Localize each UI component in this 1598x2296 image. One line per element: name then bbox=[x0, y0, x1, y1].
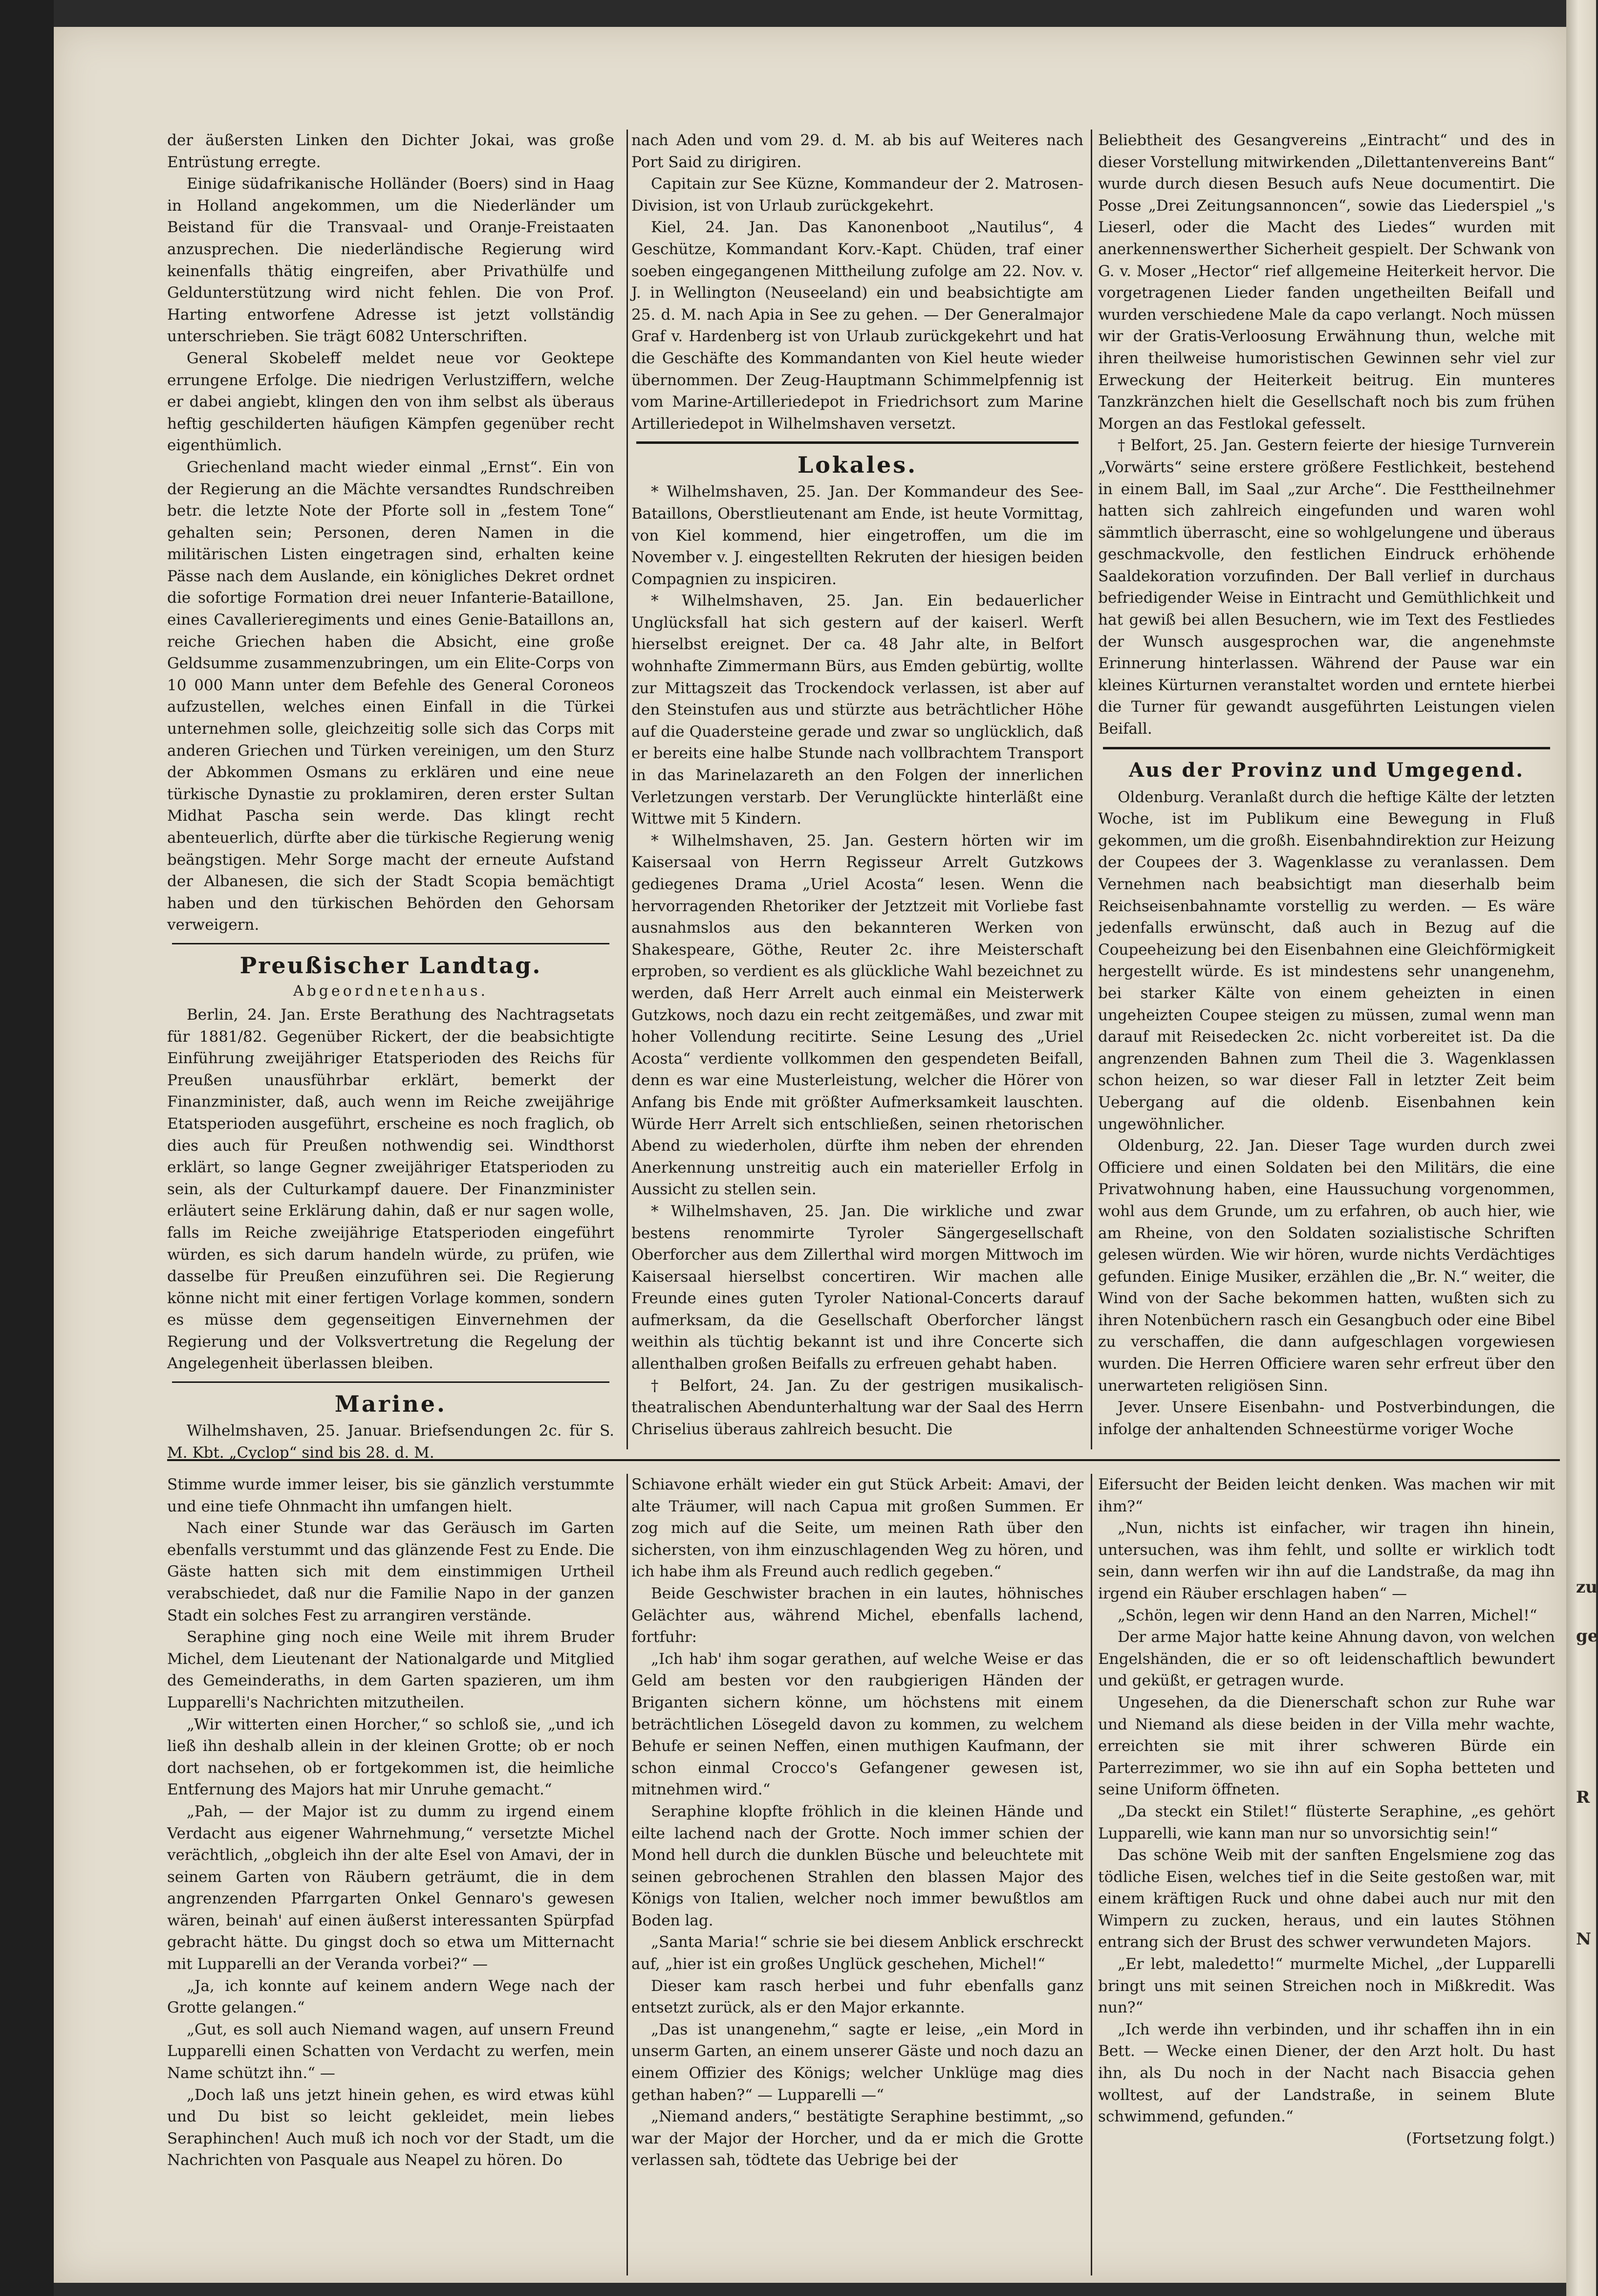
continuation-note: (Fortsetzung folgt.) bbox=[1406, 2129, 1555, 2147]
paragraph: * Wilhelmshaven, 25. Jan. Ein bedauerlicher Unglücksfall hat sich gestern auf der kaiserl. Werft hierselbst ereignet. Der ca. 48 Jahr alte, in Belfort wohnhafte Zimmermann Bürs, aus Emden gebürtig, wollte zur Mittagszeit das Trockendock verlassen, ist aber auf den Steinstufen aus und stürzte aus beträchtlicher Höhe auf die Quadersteine gerade und zwar so unglücklich, daß er bereits eine halbe Stunde nach vollbrachtem Transport in das Marinelazareth an den Folgen der innerlichen Verletzungen verstarb. Der Verunglückte hinterläßt eine Wittwe mit 5 Kindern. bbox=[631, 592, 1083, 828]
paragraph: Seraphine ging noch eine Weile mit ihrem Bruder Michel, dem Lieutenant der Nationalgarde und Mitglied des Gemeinderaths, in dem Garten spazieren, um ihm Lupparelli's Nachrichten mitzutheilen. bbox=[167, 1628, 614, 1711]
paragraph: der äußersten Linken den Dichter Jokai, was große Entrüstung erregte. bbox=[167, 131, 614, 171]
scan-right-fold bbox=[1566, 0, 1596, 2296]
column-rule-2 bbox=[1091, 130, 1092, 1449]
section-title-provinz: Aus der Provinz und Umgegend. bbox=[1128, 758, 1525, 782]
paragraph: „Wir witterten einen Horcher,“ so schloß sie, „und ich ließ ihn deshalb allein in der kleinen Grotte; ob er noch dort nachsehen, ob er fortgekommen ist, die heimliche Entfernung des Majors hat mir Unruhe gemacht.“ bbox=[167, 1715, 614, 1799]
paragraph: Berlin, 24. Jan. Erste Berathung des Nachtragsetats für 1881/82. Gegenüber Rickert, der die beabsichtigte Einführung zweijähriger Etatsperioden des Reichs für Preußen unausführbar erklärt, bemerkt der Finanzminister, daß, auch wenn im Reiche zweijährige Etatsperioden ausgeführt, erscheine es noch fraglich, ob dies auch für Preußen nothwendig sei. Windthorst erklärt, so lange Gegner zweijähriger Etatsperioden zu sein, als der Culturkampf dauere. Der Finanzminister erläutert seine Erklärung dahin, daß er nur sagen wolle, falls im Reiche zweijährige Etatsperioden eingeführt würden, es sich darum handeln würde, zu prüfen, wie dasselbe für Preußen einzuführen sei. Die Regierung könne nicht mit einer fertigen Vorlage kommen, sondern es müsse dem gegenseitigen Einvernehmen der Regierung und der Volksvertretung die Regelung der Angelegenheit überlassen bleiben. bbox=[167, 1006, 614, 1373]
paragraph: „Niemand anders,“ bestätigte Seraphine bestimmt, „so war der Major der Horcher, und da er mich die Grotte verlassen sah, tödtete das Uebrige bei der bbox=[631, 2108, 1083, 2169]
paragraph: General Skobeleff meldet neue vor Geoktepe errungene Erfolge. Die niedrigen Verlustziffern, welche er dabei angiebt, klingen den von ihm selbst als überaus heftig geschilderten häufigen Kämpfen gegenüber recht eigenthümlich. bbox=[167, 349, 614, 455]
paragraph: Seraphine klopfte fröhlich in die kleinen Hände und eilte lachend nach der Grotte. Noch immer schien der Mond hell durch die dunklen Büsche und beleuchtete mit seinen gebrochenen Strahlen den blassen Major des Königs von Italien, welcher noch immer bewußtlos am Boden lag. bbox=[631, 1802, 1083, 1929]
paragraph: Nach einer Stunde war das Geräusch im Garten ebenfalls verstummt und das glänzende Fest zu Ende. Die Gäste hatten sich mit dem einstimmigen Urtheil verabschiedet, daß nur die Familie Napo in der ganzen Stadt ein solches Fest zu arrangiren verstände. bbox=[167, 1519, 614, 1624]
feuilleton-column-1 bbox=[167, 1474, 614, 2275]
section-title-lokales: Lokales. bbox=[797, 452, 918, 479]
section-rule bbox=[636, 441, 1079, 444]
paragraph: „Ich werde ihn verbinden, und ihr schaffen ihn in ein Bett. — Wecke einen Diener, der den Arzt holt. Du hast ihn, als Du noch in der Nacht nach Bisaccia gehen wolltest, auf der Landstraße, in seinem Blute schwimmend, gefunden.“ bbox=[1098, 2020, 1555, 2126]
paragraph: Schiavone erhält wieder ein gut Stück Arbeit: Amavi, der alte Träumer, will nach Capua mit großen Summen. Er zog mich auf die Seite, um meinen Rath über den sichersten, von ihm einzuschlagenden Weg zu hören, und ich habe ihm als Freund auch redlich gegeben.“ bbox=[631, 1476, 1083, 1581]
paragraph: „Das ist unangenehm,“ sagte er leise, „ein Mord in unserm Garten, an einem unserer Gäste und noch dazu an einem Offizier des Königs; welcher Unklüge mag dies gethan haben?“ — Lupparelli —“ bbox=[631, 2020, 1083, 2104]
facing-page-fragment: ge bbox=[1576, 1626, 1598, 1646]
paragraph: Kiel, 24. Jan. Das Kanonenboot „Nautilus“, 4 Geschütze, Kommandant Korv.-Kapt. Chüden, traf einer soeben eingegangenen Mittheilung zufolge am 22. Nov. v. J. in Wellington (Neuseeland) ein und beabsichtigte am 25. d. M. nach Apia in See zu gehen. — Der Generalmajor Graf v. Hardenberg ist von Urlaub zurückgekehrt und hat die Geschäfte des Kommandanten von Kiel heute wieder übernommen. Der Zeug-Hauptmann Schimmelpfennig ist vom Marine-Artilleriedepot in Friedrichsort zum Marine Artilleriedepot in Wilhelmshaven versetzt. bbox=[631, 219, 1083, 433]
paragraph: „Santa Maria!“ schrie sie bei diesem Anblick erschreckt auf, „hier ist ein großes Unglück geschehen, Michel!“ bbox=[631, 1933, 1083, 1973]
paragraph: „Schön, legen wir denn Hand an den Narren, Michel!“ bbox=[1118, 1606, 1537, 1624]
section-rule bbox=[172, 1381, 609, 1383]
paragraph: Eifersucht der Beiden leicht denken. Was machen wir mit ihm?“ bbox=[1098, 1476, 1555, 1515]
column-rule-4 bbox=[1091, 1474, 1092, 2275]
paragraph: * Wilhelmshaven, 25. Jan. Die wirkliche und zwar bestens renommirte Tyroler Sängergesellschaft Oberforcher aus dem Zillerthal wird morgen Mittwoch im Kaisersaal hierselbst concertiren. Wir machen alle Freunde eines guten Tyroler National-Concerts darauf aufmerksam, da die Gesellschaft Oberforcher längst weithin als tüchtig bekannt ist und ihre Concerte sich allenthalben großen Beifalls zu erfreuen gehabt haben. bbox=[631, 1202, 1083, 1373]
paragraph: Einige südafrikanische Holländer (Boers) sind in Haag in Holland angekommen, um die Niederländer um Beistand für die Transvaal- und Oranje-Freistaaten anzusprechen. Die niederländische Regierung wird keinenfalls thätig eingreifen, aber Privathülfe und Geldunterstützung wird nicht fehlen. Die von Prof. Harting entworfene Adresse ist jetzt vollständig unterschrieben. Sie trägt 6082 Unterschriften. bbox=[167, 175, 614, 346]
newspaper-page bbox=[54, 27, 1566, 2283]
paragraph: Beide Geschwister brachen in ein lautes, höhnisches Gelächter aus, während Michel, ebenfalls lachend, fortfuhr: bbox=[631, 1584, 1083, 1646]
feuilleton-column-2 bbox=[631, 1474, 1083, 2275]
facing-page-fragment: R bbox=[1576, 1788, 1590, 1807]
paragraph: „Ja, ich konnte auf keinem andern Wege nach der Grotte gelangen.“ bbox=[167, 1977, 614, 2017]
paragraph: * Wilhelmshaven, 25. Jan. Der Kommandeur des See-Bataillons, Oberstlieutenant am Ende, ist heute Vormittag, von Kiel kommend, hier eingetroffen, um die im November v. J. eingestellten Rekruten der hiesigen beiden Compagnien zu inspiciren. bbox=[631, 483, 1083, 588]
paragraph: Oldenburg, 22. Jan. Dieser Tage wurden durch zwei Officiere und einen Soldaten bei den Militärs, die eine Privatwohnung haben, eine Haussuchung vorgenommen, wohl aus dem Grunde, um zu erfahren, ob auch hier, wie am Rheine, von den Soldaten sozialistische Schriften gelesen würden. Wie wir hören, wurde nichts Verdächtiges gefunden. Einige Musiker, erzählen die „Br. N.“ weiter, die Wind von der Sache bekommen hatten, wußten sich zu ihren Notenbüchern rasch ein Gesangbuch oder eine Bibel zu verschaffen, die dann aufgeschlagen vorgewiesen wurden. Die Herren Officiere waren sehr erfreut über den unerwarteten religiösen Sinn. bbox=[1098, 1137, 1555, 1395]
paragraph: Capitain zur See Küzne, Kommandeur der 2. Matrosen-Division, ist von Urlaub zurückgekehrt. bbox=[631, 175, 1083, 215]
paragraph: Wilhelmshaven, 25. Januar. Briefsendungen 2c. für S. M. Kbt. „Cyclop“ sind bis 28. d. M. bbox=[167, 1422, 614, 1462]
paragraph: Jever. Unsere Eisenbahn- und Postverbindungen, die infolge der anhaltenden Schneestürme voriger Woche bbox=[1098, 1399, 1555, 1438]
paragraph: „Doch laß uns jetzt hinein gehen, es wird etwas kühl und Du bist so leicht gekleidet, mein liebes Seraphinchen! Auch muß ich noch vor der Stadt, um die Nachrichten von Pasquale aus Neapel zu hören. Do bbox=[167, 2086, 614, 2169]
facing-page-fragment: zu bbox=[1576, 1577, 1598, 1597]
paragraph: nach Aden und vom 29. d. M. ab bis auf Weiteres nach Port Said zu dirigiren. bbox=[631, 131, 1083, 171]
paragraph: „Nun, nichts ist einfacher, wir tragen ihn hinein, untersuchen, was ihm fehlt, und sollte er wirklich todt sein, dann werfen wir ihn auf die Landstraße, da mag ihn irgend ein Räuber erschlagen haben“ — bbox=[1098, 1519, 1555, 1602]
section-title-marine: Marine. bbox=[334, 1391, 447, 1418]
feuilleton-column-3 bbox=[1098, 1474, 1555, 2275]
top-column-3 bbox=[1098, 130, 1555, 1449]
section-rule bbox=[172, 943, 609, 944]
section-rule bbox=[1103, 747, 1550, 749]
paragraph: Beliebtheit des Gesangvereins „Eintracht“ und des in dieser Vorstellung mitwirkenden „Dilettantenvereins Bant“ wurde durch diesen Besuch aufs Neue documentirt. Die Posse „Drei Zeitungsannoncen“, sowie das Liederspiel „'s Lieserl, oder die Macht des Liedes“ wurden mit anerkennenswerther Sicherheit gespielt. Der Schwank von G. v. Moser „Hector“ rief allgemeine Heiterkeit hervor. Die vorgetragenen Lieder fanden ungetheilten Beifall und wurden verschiedene Male da capo verlangt. Noch müssen wir der Gratis-Verloosung Erwähnung thun, welche mit ihren theilweise humoristischen Gewinnen sehr viel zur Erweckung der Heiterkeit beitrug. Ein munteres Tanzkränzchen hielt die Gesellschaft noch bis zum frühen Morgen an das Festlokal gefesselt. bbox=[1098, 131, 1555, 433]
section-title-landtag: Preußischer Landtag. bbox=[239, 952, 542, 979]
paragraph: „Da steckt ein Stilet!“ flüsterte Seraphine, „es gehört Lupparelli, wie kann man nur so unvorsichtig sein!“ bbox=[1098, 1802, 1555, 1842]
paragraph: * Wilhelmshaven, 25. Jan. Gestern hörten wir im Kaisersaal von Herrn Regisseur Arrelt Gutzkows gediegenes Drama „Uriel Acosta“ lesen. Wenn die hervorragenden Rhetoriker der Jetztzeit mit Vorliebe fast ausnahmslos aus den bekannteren Werken von Shakespeare, Göthe, Reuter 2c. ihre Meisterschaft erproben, so verdient es als glückliche Wahl bezeichnet zu werden, daß Herr Arrelt auch einmal ein Meisterwerk Gutzkows, noch dazu ein recht zeitgemäßes, und zwar mit hoher Vollendung recitirte. Seine Lesung des „Uriel Acosta“ verdiente vollkommen den gespendeten Beifall, denn es war eine Musterleistung, welcher die Hörer von Anfang bis Ende mit größter Aufmerksamkeit lauschten. Würde Herr Arrelt sich entschließen, seinen rhetorischen Abend zu wiederholen, dürfte ihm neben der ehrenden Anerkennung unstreitig auch ein materieller Erfolg in Aussicht zu stellen sein. bbox=[631, 831, 1083, 1199]
top-column-1 bbox=[167, 130, 614, 1462]
paragraph: „Gut, es soll auch Niemand wagen, auf unsern Freund Lupparelli einen Schatten von Verdacht zu werfen, mein Name schützt ihn.“ — bbox=[167, 2020, 614, 2082]
section-subtitle: Abgeordnetenhaus. bbox=[293, 982, 489, 1000]
paragraph: Stimme wurde immer leiser, bis sie gänzlich verstummte und eine tiefe Ohnmacht ihn umfangen hielt. bbox=[167, 1476, 614, 1515]
paragraph: † Belfort, 25. Jan. Gestern feierte der hiesige Turnverein „Vorwärts“ seine erstere größere Festlichkeit, bestehend in einem Ball, im Saal „zur Arche“. Die Festtheilnehmer hatten sich zahlreich eingefunden und waren wohl sämmtlich überrascht, eine so wohlgelungene und überaus geschmackvolle, den festlichen Eindruck erhöhende Saaldekoration vorzufinden. Der Ball verlief in durchaus befriedigender Weise in Eintracht und Gemüthlichkeit und hat gewiß bei allen Besuchern, wie im Text des Festliedes der Wunsch ausgesprochen war, die angenehmste Erinnerung hinterlassen. Während der Pause war ein kleines Kürturnen veranstaltet worden und erntete hierbei die Turner für gewandt ausgeführten Leistungen vielen Beifall. bbox=[1098, 437, 1555, 738]
paragraph: Oldenburg. Veranlaßt durch die heftige Kälte der letzten Woche, ist im Publikum eine Bewegung in Fluß gekommen, um die großh. Eisenbahndirektion zur Heizung der Coupees der 3. Wagenklasse zu veranlassen. Dem Vernehmen nach beabsichtigt man dieserhalb beim Reichseisenbahnamte vorstellig zu werden. — Es wäre jedenfalls erwünscht, daß auch in Bezug auf die Coupeeheizung bei den Eisenbahnen eine Gleichförmigkeit hergestellt würde. Es ist mindestens sehr unangenehm, bei starker Kälte von einem geheizten in einen ungeheizten Coupee steigen zu müssen, zumal wenn man darauf mit Reisedecken 2c. nicht vorbereitet ist. Da die angrenzenden Bahnen zum Theil die 3. Wagenklassen schon heizen, so war dieser Fall in letzter Zeit beim Uebergang auf die oldenb. Eisenbahnen kein ungewöhnlicher. bbox=[1098, 788, 1555, 1133]
paragraph: Das schöne Weib mit der sanften Engelsmiene zog das tödliche Eisen, welches tief in die Seite gestoßen war, mit einem kräftigen Ruck und ohne dabei auch nur mit den Wimpern zu zucken, heraus, und ein lautes Stöhnen entrang sich der Brust des schwer verwundeten Majors. bbox=[1098, 1846, 1555, 1951]
scan-left-border bbox=[0, 0, 54, 2296]
top-column-2 bbox=[631, 130, 1083, 1449]
paragraph: Griechenland macht wieder einmal „Ernst“. Ein von der Regierung an die Mächte versandtes Rundschreiben betr. die letzte Note der Pforte soll in „festem Tone“ gehalten sein; Personen, deren Namen in die militärischen Listen eingetragen sind, erhalten keine Pässe nach dem Auslande, ein königliches Dekret ordnet die sofortige Formation drei neuer Infanterie-Bataillone, eines Cavallerieregiments und eines Genie-Bataillons an, reiche Griechen haben die Absicht, eine große Geldsumme zusammenzubringen, um ein Elite-Corps von 10 000 Mann unter dem Befehle des General Coroneos aufzustellen, welches einen Einfall in die Türkei unternehmen solle, gleichzeitig solle sich das Corps mit anderen Griechen und Türken vereinigen, um den Sturz der Abkommen Osmans zu erklären und eine neue türkische Dynastie zu proklamiren, deren erster Sultan Midhat Pascha sein werde. Das klingt recht abenteuerlich, dürfte aber die türkische Regierung wenig beängstigen. Mehr Sorge macht der erneute Aufstand der Albanesen, die sich der Stadt Scopia bemächtigt haben und den türkischen Behörden den Gehorsam verweigern. bbox=[167, 458, 614, 934]
paragraph: „Ich hab' ihm sogar gerathen, auf welche Weise er das Geld am besten vor den raubgierigen Händen der Briganten sichern könne, um höchstens mit einem beträchtlichen Lösegeld davon zu kommen, zu welchem Behufe er seinen Neffen, einen muthigen Kaufmann, der schon einmal Crocco's Gefangener gewesen ist, mitnehmen wird.“ bbox=[631, 1650, 1083, 1799]
facing-page-fragment: N bbox=[1576, 1929, 1592, 1949]
paragraph: „Pah, — der Major ist zu dumm zu irgend einem Verdacht aus eigener Wahrnehmung,“ versetzte Michel verächtlich, „obgleich ihn der alte Esel von Amavi, der in seinem Garten von Räubern geträumt, die in dem angrenzenden Pfarrgarten Onkel Gennaro's gewesen wären, beinah' auf einen äußerst interessanten Spürpfad gebracht hätte. Du gingst doch so etwa um Mitternacht mit Lupparelli an der Veranda vorbei?“ — bbox=[167, 1802, 614, 1973]
column-rule-3 bbox=[626, 1474, 628, 2275]
paragraph: Der arme Major hatte keine Ahnung davon, von welchen Engelshänden, die er so oft leidenschaftlich bewundert und geküßt, er getragen wurde. bbox=[1098, 1628, 1555, 1690]
paragraph: Dieser kam rasch herbei und fuhr ebenfalls ganz entsetzt zurück, als er den Major erkannte. bbox=[631, 1977, 1083, 2017]
paragraph: „Er lebt, maledetto!“ murmelte Michel, „der Lupparelli bringt uns mit seinen Streichen noch in Mißkredit. Was nun?“ bbox=[1098, 1955, 1555, 2017]
paragraph: † Belfort, 24. Jan. Zu der gestrigen musikalisch-theatralischen Abendunterhaltung war der Saal des Herrn Chriselius überaus zahlreich besucht. Die bbox=[631, 1377, 1083, 1438]
paragraph: Ungesehen, da die Dienerschaft schon zur Ruhe war und Niemand als diese beiden in der Villa mehr wachte, erreichten sie mit ihrer schweren Bürde ein Parterrezimmer, wo sie ihn auf ein Sopha betteten und seine Uniform öffneten. bbox=[1098, 1693, 1555, 1799]
column-rule-1 bbox=[626, 130, 628, 1449]
